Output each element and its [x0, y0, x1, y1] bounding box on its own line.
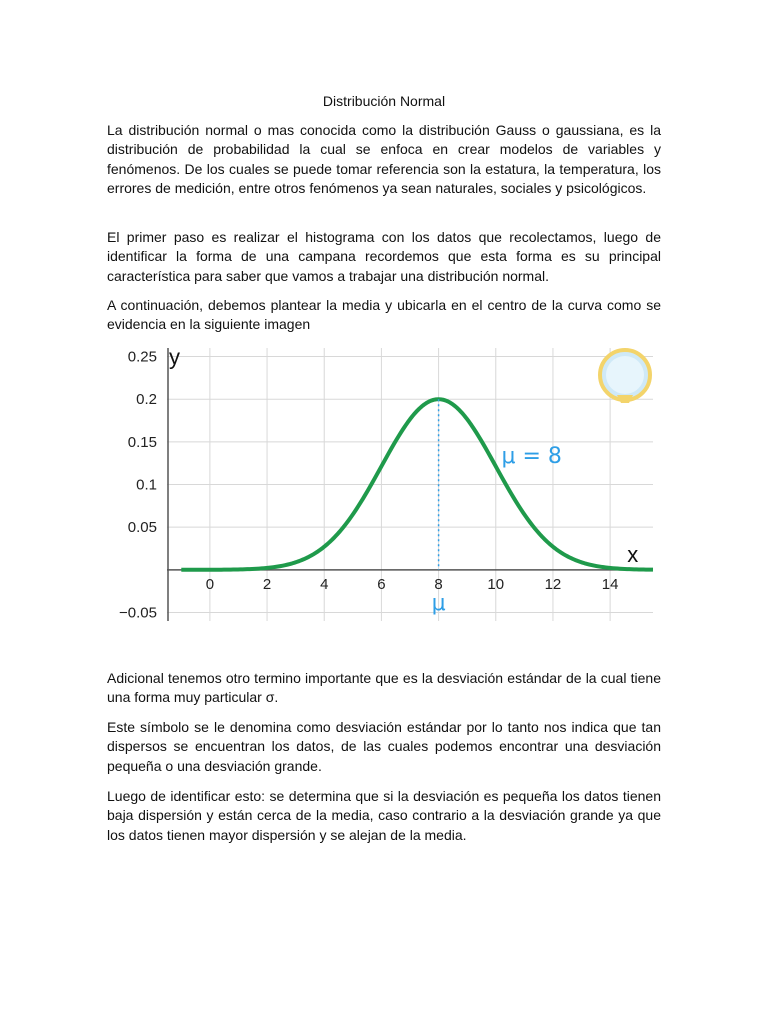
chart-grid	[167, 348, 653, 621]
paragraph-histogram: El primer paso es realizar el histograma con los datos que recolectamos, luego de identificar la forma de una campana recordemos que esta forma es su principal característica para saber que vamos a trabajar una distribución normal.	[107, 229, 661, 284]
x-axis-label: x	[627, 541, 639, 567]
y-tick-label: 0.05	[127, 519, 157, 537]
paragraph-intro: La distribución normal o mas conocida como la distribución Gauss o gaussiana, es la distribución de probabilidad la cual se enfoca en crear modelos de variables y fenómenos. De los cuales se puede tomar referencia son la estatura, la temperatura, los errores de medición, entre otros fenómenos ya sean naturales, sociales y psicológicos.	[107, 122, 661, 196]
y-tick-label: 0.25	[127, 348, 157, 366]
x-tick-label: 10	[487, 575, 505, 593]
x-tick-label: 8	[434, 575, 443, 593]
x-tick-label: 4	[320, 575, 329, 593]
x-tick-label: 2	[262, 575, 272, 593]
x-tick-label: 12	[544, 575, 562, 593]
x-tick-label: 14	[601, 575, 619, 593]
y-axis-label: y	[169, 344, 180, 370]
x-tick-label: 6	[377, 575, 386, 593]
mean-value-label: μ = 8	[501, 444, 562, 470]
y-tick-label: −0.05	[119, 604, 157, 622]
paragraph-std-intro: Adicional tenemos otro termino importante que es la desviación estándar de la cual tiene una forma muy particular σ.	[107, 670, 661, 706]
y-tick-label: 0.15	[127, 433, 157, 451]
chart-tick-labels	[119, 345, 638, 622]
y-tick-label: 0.1	[136, 476, 157, 494]
paragraph-std-symbol: Este símbolo se le denomina como desviación estándar por lo tanto nos indica que tan dispersos se encuentran los datos, de las cuales podemos encontrar una desviación pequeña o una desviación grande.	[107, 719, 661, 774]
mate-movil-logo	[600, 350, 650, 403]
paragraph-dispersion: Luego de identificar esto: se determina que si la desviación es pequeña los datos tienen baja dispersión y están cerca de la media, caso contrario a la desviación grande ya que los datos tienen mayor dispersión y se alejan de la media.	[107, 788, 661, 843]
chart-svg	[107, 343, 661, 625]
y-tick-label: 0.2	[136, 391, 157, 409]
page-title: Distribución Normal	[322, 93, 446, 109]
normal-distribution-chart	[107, 343, 661, 625]
mean-symbol-label: μ	[431, 590, 446, 616]
paragraph-mean: A continuación, debemos plantear la media y ubicarla en el centro de la curva como se evidencia en la siguiente imagen	[107, 297, 661, 333]
x-tick-label: 0	[205, 575, 215, 593]
